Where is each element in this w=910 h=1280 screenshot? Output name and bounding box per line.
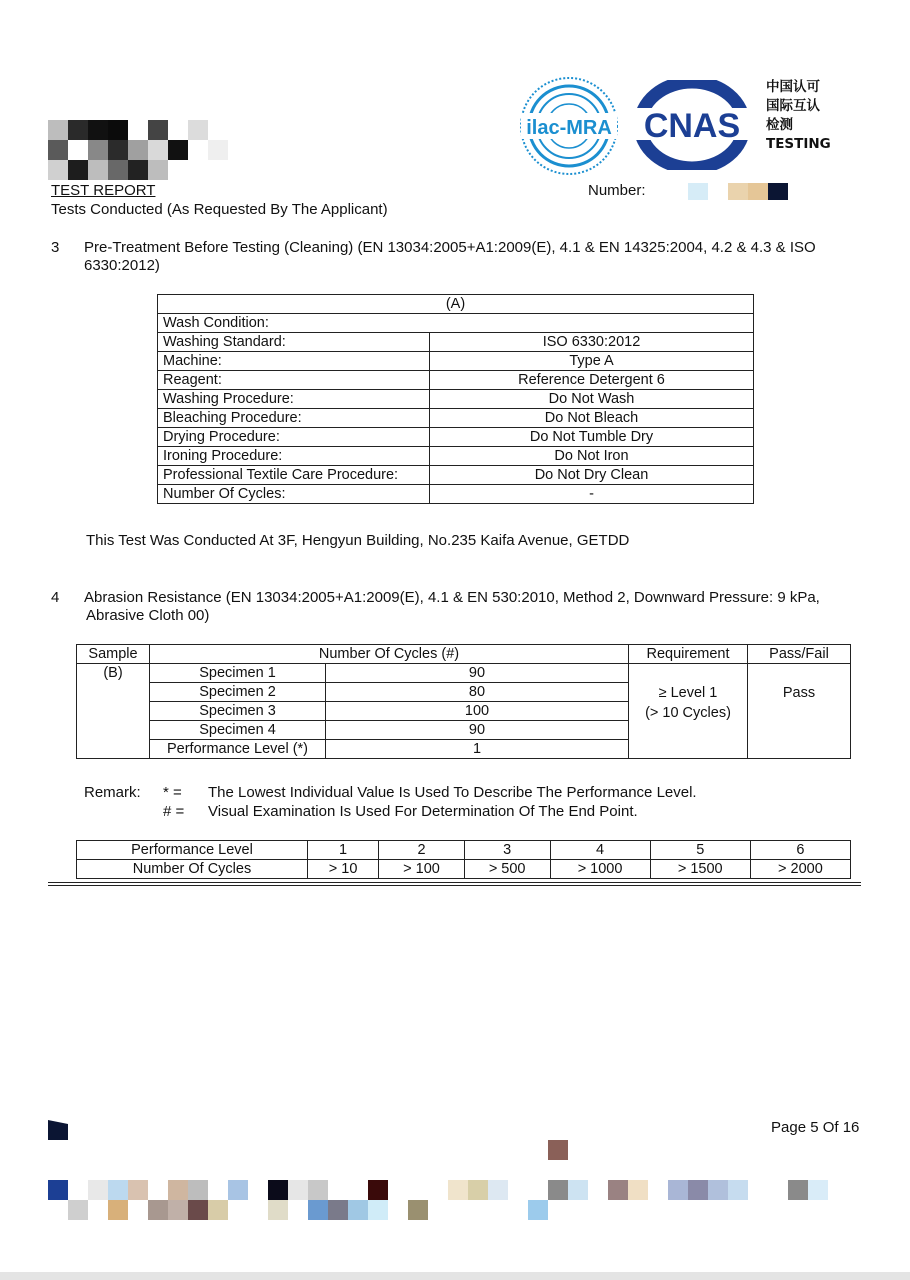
row-value: ISO 6330:2012	[430, 333, 754, 352]
section-divider	[48, 882, 861, 883]
row-value: Do Not Dry Clean	[430, 466, 754, 485]
row-label: Number Of Cycles:	[158, 485, 430, 504]
table-row	[158, 485, 754, 504]
cycles-value: > 10	[308, 860, 379, 879]
table-row	[158, 428, 754, 447]
svg-text:CNAS: CNAS	[643, 107, 741, 145]
row-value: Reference Detergent 6	[430, 371, 754, 390]
level-value: 6	[750, 841, 850, 860]
abrasion-table	[76, 644, 851, 759]
footer-mark-icon	[48, 1120, 68, 1140]
level-value: 4	[550, 841, 650, 860]
remark-label: Remark:	[84, 784, 141, 801]
level-value: 3	[464, 841, 550, 860]
cycles-header: Number Of Cycles (#)	[150, 645, 629, 664]
performance-level-value: 1	[326, 740, 629, 759]
section4-number: 4	[51, 589, 60, 606]
page-bottom-edge	[0, 1272, 910, 1280]
row-value: -	[430, 485, 754, 504]
level-label: Performance Level	[77, 841, 308, 860]
cnas-logo	[636, 80, 756, 170]
requirement-cell: ≥ Level 1 (> 10 Cycles)	[629, 664, 748, 759]
section4-title: Abrasion Resistance (EN 13034:2005+A1:2009(E), 4.1 & EN 530:2010, Method 2, Downward Pressure: 9 kPa, Abrasive Cloth 00)	[84, 589, 820, 624]
remark-text: Visual Examination Is Used For Determination Of The End Point.	[208, 803, 638, 820]
table-row	[158, 390, 754, 409]
specimen-cycles: 80	[326, 683, 629, 702]
row-label: Washing Standard:	[158, 333, 430, 352]
passfail-header: Pass/Fail	[748, 645, 851, 664]
cycles-value: > 1500	[650, 860, 750, 879]
section3-title: Pre-Treatment Before Testing (Cleaning) (EN 13034:2005+A1:2009(E), 4.1 & EN 14325:2004, 4.2 & 4.3 & ISO 6330:2012)	[84, 239, 816, 274]
row-value: Do Not Tumble Dry	[430, 428, 754, 447]
performance-level-table	[76, 840, 851, 879]
specimen-name: Specimen 4	[150, 721, 326, 740]
specimen-cycles: 90	[326, 664, 629, 683]
specimen-cycles: 100	[326, 702, 629, 721]
table-row	[158, 333, 754, 352]
section3-number: 3	[51, 239, 60, 256]
remark-symbol: * =	[163, 784, 182, 801]
row-label: Ironing Procedure:	[158, 447, 430, 466]
report-number-label: Number:	[588, 182, 646, 199]
pretreatment-table-header: (A)	[158, 295, 754, 314]
svg-text:ilac-MRA: ilac-MRA	[526, 117, 612, 139]
requirement-header: Requirement	[629, 645, 748, 664]
specimen-cycles: 90	[326, 721, 629, 740]
level-value: 5	[650, 841, 750, 860]
page-number: Page 5 Of 16	[771, 1119, 860, 1136]
table-row	[158, 447, 754, 466]
specimen-name: Specimen 3	[150, 702, 326, 721]
redacted-footer-address	[48, 1140, 838, 1222]
row-label: Professional Textile Care Procedure:	[158, 466, 430, 485]
table-row	[158, 371, 754, 390]
ilac-mra-logo	[519, 75, 619, 177]
cycles-value: > 2000	[750, 860, 850, 879]
row-value: Do Not Iron	[430, 447, 754, 466]
sample-id: (B)	[77, 664, 150, 759]
row-value: Type A	[430, 352, 754, 371]
level-value: 1	[308, 841, 379, 860]
level-value: 2	[379, 841, 465, 860]
cycles-label: Number Of Cycles	[77, 860, 308, 879]
cycles-value: > 500	[464, 860, 550, 879]
sample-header: Sample	[77, 645, 150, 664]
cycles-value: > 1000	[550, 860, 650, 879]
result-cell: Pass	[748, 664, 851, 759]
performance-level-label: Performance Level (*)	[150, 740, 326, 759]
cycles-value: > 100	[379, 860, 465, 879]
pretreatment-table	[157, 294, 754, 504]
row-value: Do Not Bleach	[430, 409, 754, 428]
redacted-company-logo	[48, 120, 228, 180]
row-value: Do Not Wash	[430, 390, 754, 409]
row-label: Washing Procedure:	[158, 390, 430, 409]
table-row	[158, 409, 754, 428]
table-row	[77, 664, 851, 683]
row-label: Reagent:	[158, 371, 430, 390]
cnas-side-text: 中国认可 国际互认 检测 TESTING	[766, 79, 831, 152]
remark-text: The Lowest Individual Value Is Used To Describe The Performance Level.	[208, 784, 697, 801]
report-title: TEST REPORT	[51, 182, 156, 199]
report-subtitle: Tests Conducted (As Requested By The Applicant)	[51, 201, 388, 218]
table-row	[158, 352, 754, 371]
section-divider	[48, 885, 861, 886]
wash-condition-label: Wash Condition:	[158, 314, 754, 333]
specimen-name: Specimen 1	[150, 664, 326, 683]
row-label: Bleaching Procedure:	[158, 409, 430, 428]
row-label: Machine:	[158, 352, 430, 371]
table-row	[158, 466, 754, 485]
row-label: Drying Procedure:	[158, 428, 430, 447]
test-location-note: This Test Was Conducted At 3F, Hengyun Building, No.235 Kaifa Avenue, GETDD	[86, 532, 630, 549]
remark-symbol: # =	[163, 803, 185, 820]
redacted-report-number	[688, 183, 790, 200]
specimen-name: Specimen 2	[150, 683, 326, 702]
